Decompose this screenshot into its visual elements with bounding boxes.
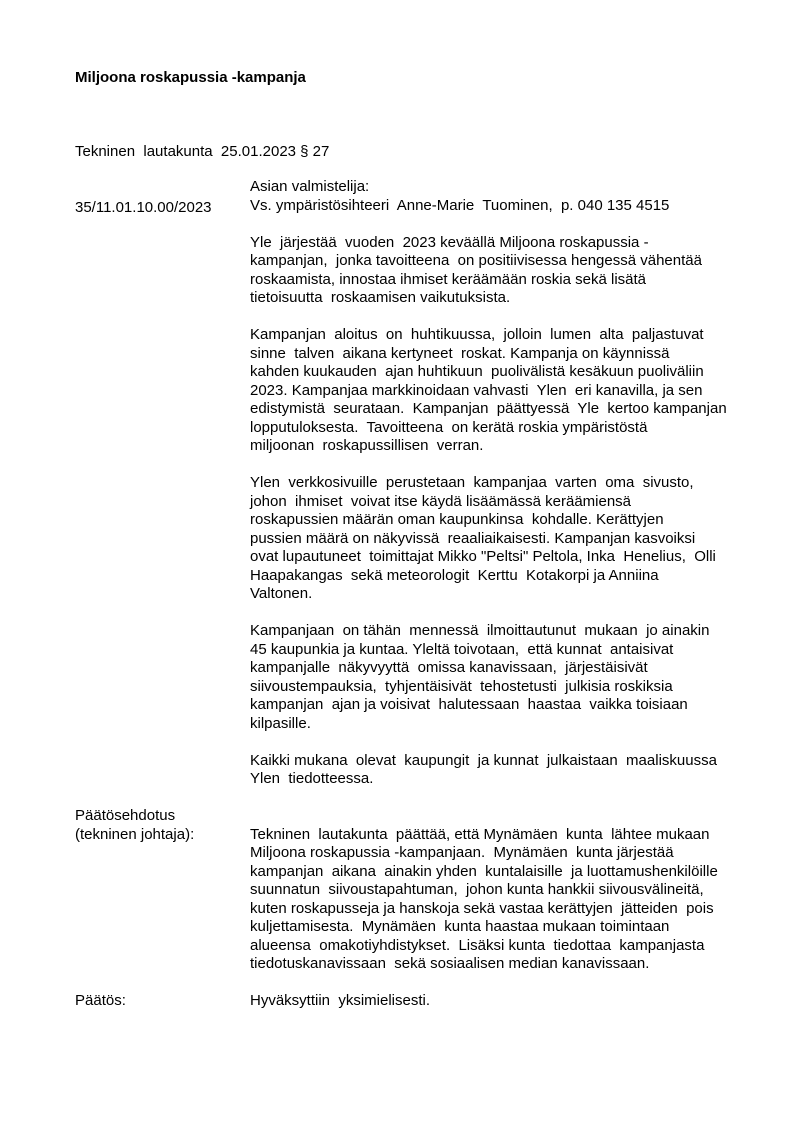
text-line: kilpasille. [250, 714, 311, 732]
text-line: pussien määrä on näkyvissä reaaliaikaisesti. Kampanjan kasvoiksi [250, 529, 696, 547]
text-line: kampanjalle näkyvyyttä omissa kanavissaan, järjestäisivät [250, 659, 648, 676]
text-line: Päätös: [75, 992, 126, 1009]
text-line: Valtonen. [250, 585, 313, 602]
text-line: lopputuloksesta. Tavoitteena on kerätä roskia ympäristöstä [250, 418, 648, 436]
section-paragraph [250, 474, 775, 604]
text-line: johon ihmiset voivat itse käydä lisäämässä keräämiensä [250, 492, 632, 510]
text-line: 45 kaupunkia ja kuntaa. Yleltä toivotaan, että kunnat antaisivat [250, 640, 674, 658]
section-label [75, 752, 250, 789]
section-label [75, 178, 250, 215]
document-title: Miljoona roskapussia -kampanja [75, 69, 306, 86]
text-line: Kampanjaan on tähän mennessä ilmoittautunut mukaan jo ainakin [250, 622, 710, 639]
decision-proposal-paragraph [250, 807, 775, 974]
text-line: 2023. Kampanjaa markkinoidaan vahvasti Ylen eri kanavilla, ja sen [250, 381, 703, 399]
text-line: suunnatun siivoustapahtuman, johon kunta hankkii siivousvälineitä, [250, 881, 704, 898]
text-line: siivoustempauksia, tyhjentäisivät tehostetusti julkisia roskiksia [250, 677, 673, 695]
text-line: kampanjan ajan ja voisivat halutessaan haastaa vaikka toisiaan [250, 696, 688, 713]
text-line: tiedotuskanavissaan sekä sosiaalisen median kanavissaan. [250, 955, 650, 972]
decision-label [75, 992, 250, 1011]
text-line: kuljettamisesta. Mynämäen kunta haastaa mukaan toimintaan [250, 918, 670, 935]
section-paragraph [250, 622, 775, 733]
section-paragraph [250, 234, 775, 308]
diary-number: 35/11.01.10.00/2023 [75, 198, 212, 216]
document-body [75, 178, 775, 1029]
section-label [75, 474, 250, 604]
text-line: Vs. ympäristösihteeri Anne-Marie Tuominen, p. 040 135 4515 [250, 196, 670, 214]
section-decision [75, 992, 775, 1011]
text-line: kahden kuukauden ajan huhtikuun puolivälistä kesäkuun puoliväliin [250, 363, 704, 380]
text-line: kampanjan aikana ainakin yhden kuntalaisille ja luottamushenkilöille [250, 862, 718, 880]
text-line: Tekninen lautakunta päättää, että Mynämäen kunta lähtee mukaan [250, 825, 710, 843]
text-line: miljoonan roskapussillisen verran. [250, 437, 484, 454]
text-line: roskapussien määrän oman kaupunkinsa kohdalle. Kerättyjen [250, 511, 664, 528]
text-line: Päätösehdotus [75, 807, 176, 824]
text-line: Hyväksyttiin yksimielisesti. [250, 992, 431, 1009]
section-paragraph [250, 178, 775, 215]
text-line: Yle järjestää vuoden 2023 keväällä Miljoona roskapussia - [250, 233, 649, 251]
decision-paragraph [250, 992, 775, 1011]
text-line: Asian valmistelija: [250, 178, 370, 195]
text-line: ovat lupautuneet toimittajat Mikko "Peltsi" Peltola, Inka Henelius, Olli [250, 548, 716, 565]
text-line: Miljoona roskapussia -kampanjaan. Mynämäen kunta järjestää [250, 844, 674, 861]
text-line: kuten roskapusseja ja hanskoja sekä vastaa kerättyjen jätteiden pois [250, 899, 714, 917]
section-campaign-schedule [75, 326, 775, 456]
text-line: alueensa omakotiyhdistykset. Lisäksi kunta tiedottaa kampanjasta [250, 936, 705, 954]
text-line: tietoisuutta roskaamisen vaikutuksista. [250, 289, 511, 306]
text-line: (tekninen johtaja): [75, 825, 195, 843]
text-line: sinne talven aikana kertyneet roskat. Kampanja on käynnissä [250, 344, 670, 362]
section-paragraph [250, 326, 775, 456]
section-announcement [75, 752, 775, 789]
section-municipalities [75, 622, 775, 733]
text-line: Kaikki mukana olevat kaupungit ja kunnat julkaistaan maaliskuussa [250, 751, 717, 769]
decision-proposal-label [75, 807, 250, 974]
text-line: Ylen verkkosivuille perustetaan kampanjaa varten oma sivusto, [250, 474, 694, 491]
section-label [75, 234, 250, 308]
text-line: kampanjan, jonka tavoitteena on positiivisessa hengessä vähentää [250, 252, 702, 269]
section-paragraph [250, 752, 775, 789]
section-campaign-intro [75, 234, 775, 308]
text-line: roskaamista, innostaa ihmiset keräämään roskia sekä lisätä [250, 270, 647, 288]
section-decision-proposal [75, 807, 775, 974]
committee-date-line: Tekninen lautakunta 25.01.2023 § 27 [75, 143, 330, 160]
text-line: Kampanjan aloitus on huhtikuussa, jolloin lumen alta paljastuvat [250, 326, 704, 343]
text-line: Ylen tiedotteessa. [250, 770, 374, 787]
section-campaign-website [75, 474, 775, 604]
section-preparer [75, 178, 775, 215]
text-line: Haapakangas sekä meteorologit Kerttu Kotakorpi ja Anniina [250, 566, 659, 584]
text-line: edistymistä seurataan. Kampanjan päättyessä Yle kertoo kampanjan [250, 400, 727, 417]
section-label [75, 326, 250, 456]
section-label [75, 622, 250, 733]
